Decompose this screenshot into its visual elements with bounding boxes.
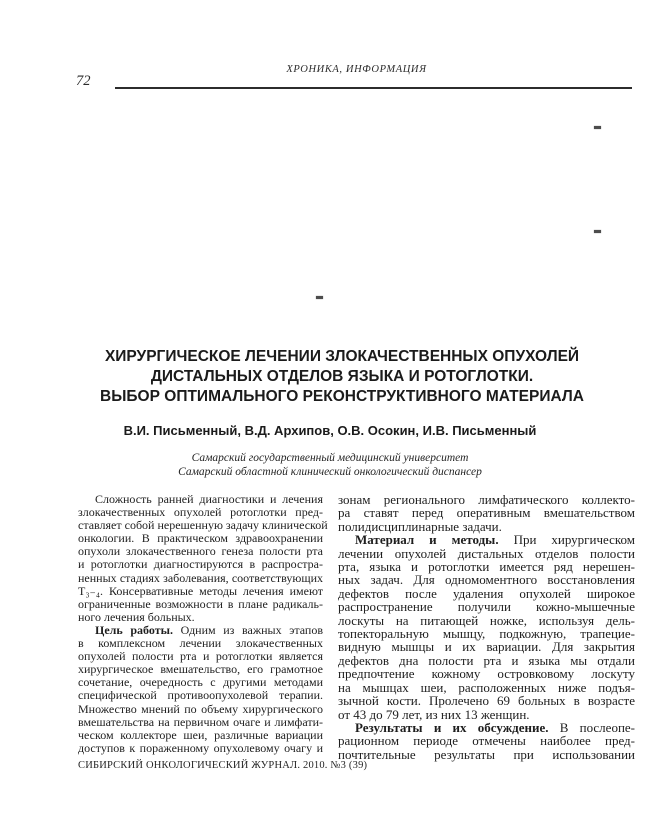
article-title-line: ДИСТАЛЬНЫХ ОТДЕЛОВ ЯЗЫКА И РОТОГЛОТКИ. [150,368,534,385]
text-line: зычной кости. Пролечено 69 больных в возрасте [338,693,635,709]
text-line: почтительные результаты при использовании [338,746,635,762]
affiliation-line: Самарский государственный медицинский университет [191,452,469,464]
running-head: ХРОНИКА, ИНФОРМАЦИЯ [286,64,427,75]
text-line: Результаты и их обсуждение. В послеопе- [355,719,635,735]
text-line: рта, языка и ротоглотки имеется ряд нерешен- [338,559,635,575]
text-line: от 43 до 79 лет, из них 13 женщин. [338,706,530,722]
text-line: Множество мнений по объему хирургического [78,701,323,716]
text-line: сочетание, очередность с другими методами [78,675,323,690]
text-line: ненных стадиях заболевания, соответствующих [78,570,323,585]
text-line: дефектов дна полости рта и языка мы отдали [338,652,635,668]
header-rule [115,87,632,89]
text-line: лечении опухолей дистальных отделов полости [338,545,635,561]
text-line: ного лечения больных. [78,609,195,624]
text-line: вмешательства на первичном очаге и лимфати- [78,714,323,729]
text-line: Т₃₋₄. Консервативные методы лечения имеют [78,583,323,598]
text-line: на мышцах шеи, расположенных ниже подъя- [338,679,635,695]
scan-artifact-dash [594,126,601,129]
journal-footer: СИБИРСКИЙ ОНКОЛОГИЧЕСКИЙ ЖУРНАЛ. 2010. №3 (39) [78,760,368,771]
text-line: топекторальную мышцу, подкожную, трапецие- [338,626,635,642]
text-line: ческом коллекторе шеи, различные вариации [78,727,323,742]
text-line: полидисциплинарные задачи. [338,518,502,534]
page-number: 72 [76,73,91,89]
article-title [40,347,644,407]
article-title-line: ХИРУРГИЧЕСКОЕ ЛЕЧЕНИИ ЗЛОКАЧЕСТВЕННЫХ ОПУХОЛЕЙ [104,348,580,365]
text-line: доступов к пораженному опухолевому очагу и [78,740,323,755]
text-line: распространение получили кожно-мышечные [338,599,635,615]
text-line: и ротоглотки диагностируются в распростра- [78,557,323,572]
text-line: предпочтение кожному островковому лоскуту [338,666,635,682]
text-line: видную мышцы и их вариации. Для закрытия [338,639,635,655]
text-line: хирургическое вмешательство, его грамотное [78,662,323,677]
text-line: Сложность ранней диагностики и лечения [95,492,323,506]
text-line: Цель работы. Одним из важных этапов [95,622,324,637]
text-line: лоскуты на питающей ножке, используя дель- [338,612,635,628]
text-line: онкологии. В практическом здравоохранении [78,531,323,546]
scan-artifact-dash [316,296,323,299]
text-line: Материал и методы. При хирургическом [355,532,635,548]
article-title-line: ВЫБОР ОПТИМАЛЬНОГО РЕКОНСТРУКТИВНОГО МАТЕРИАЛА [100,388,584,405]
text-line: ограниченные возможности в плане радикаль- [78,596,323,611]
text-line: опухолей полости рта и ротоглотки является [78,649,323,664]
authors-line: В.И. Письменный, В.Д. Архипов, О.В. Осокин, И.В. Письменный [123,423,537,438]
text-line: рационном периоде отмечены наиболее пред- [338,733,635,749]
right-column [338,493,635,761]
text-line: зонам регионального лимфатического коллекто- [338,492,635,507]
affiliation-line: Самарский областной клинический онкологический диспансер [178,465,482,478]
text-line: ставляет собой нерешенную задачу клинической [78,518,328,533]
body-text [78,493,635,761]
text-line: опухоли злокачественного генеза полости рта [78,544,323,559]
affiliations [40,452,620,479]
text-line: специфической противоопухолевой терапии. [78,688,323,703]
text-line: дефектов после удаления опухолей широкое [338,585,635,601]
text-line: ных задач. Для одномоментного восстановления [338,572,635,588]
left-column [78,492,328,761]
scan-artifact-dash [594,230,601,233]
text-line: ра ставят перед оперативным вмешательством [338,505,635,521]
text-line: злокачественных опухолей ротоглотки пред- [78,505,323,520]
text-line: в комплексном лечении злокачественных [78,636,323,651]
